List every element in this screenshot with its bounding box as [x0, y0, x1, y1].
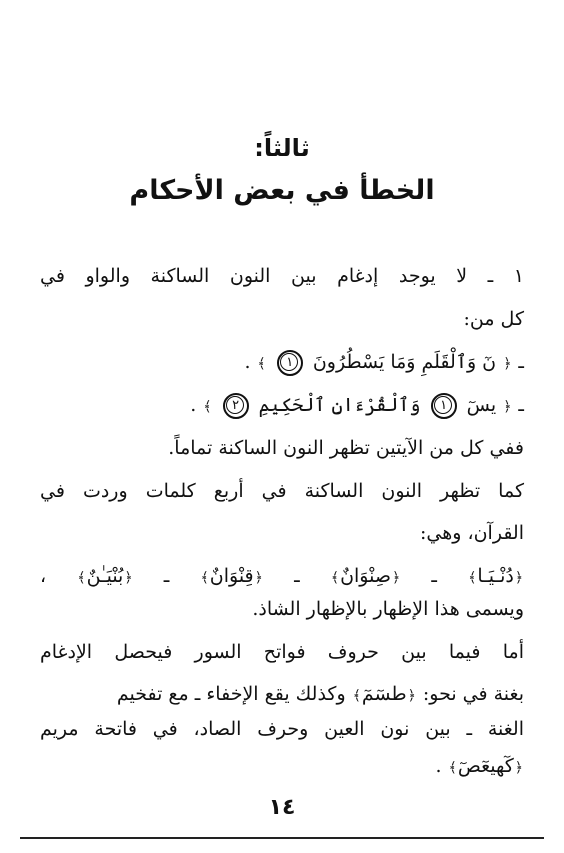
text-segment: بغنة في نحو:	[416, 683, 524, 705]
section-title: الخطأ في بعض الأحكام	[129, 175, 435, 206]
paragraph-line-9: ويسمى هذا الإظهار بالإظهار الشاذ.	[252, 598, 524, 620]
quran-word: صِنْوَانٌ	[340, 565, 391, 587]
ornate-bracket-open: ﴿	[514, 570, 524, 586]
ornate-bracket-open: ﴿	[392, 570, 401, 586]
quran-word: كٓهيعٓصٓ	[457, 755, 514, 777]
ornate-bracket-close: ﴾	[330, 570, 340, 586]
word-separator: ـ	[133, 565, 170, 587]
line-end-period: .	[244, 351, 251, 373]
paragraph-line-10: أما فيما بين حروف فواتح السور فيحصل الإدغام	[40, 641, 524, 663]
quran-word: قِنْوَانٌ	[209, 565, 254, 587]
paragraph-line-2: كل من:	[463, 308, 524, 330]
paragraph-line-1: ١ ـ لا يوجد إدغام بين النون الساكنة والواو في	[40, 265, 524, 287]
bottom-rule	[20, 837, 544, 839]
ayah-number-marker: ١	[276, 349, 304, 377]
ornate-bracket-close: ﴾	[257, 356, 266, 372]
ornate-bracket-close: ﴾	[203, 399, 212, 415]
paragraph-line-5: ففي كل من الآيتين تظهر النون الساكنة تماماً.	[168, 437, 524, 459]
list-dash: ـ	[512, 351, 524, 373]
paragraph-line-12: الغنة ـ بين نون العين وحرف الصاد، في فاتحة مريم	[40, 718, 524, 740]
line-end-period: .	[190, 394, 197, 416]
ayah-number-marker: ٢	[222, 392, 250, 420]
paragraph-line-13	[40, 753, 524, 781]
ornate-bracket-open: ﴿	[407, 688, 416, 704]
quran-verse-text: نٓ وَٱلْقَلَمِ وَمَا يَسْطُرُونَ	[312, 351, 497, 373]
quran-verse-text: وَٱلْقُرْءَانِ ٱلْحَكِيمِ	[258, 394, 421, 416]
quran-word: دُنْـيَـا	[477, 565, 514, 587]
word-separator: ـ	[263, 565, 300, 587]
ayah-number-marker: ١	[430, 392, 458, 420]
line-end-comma: ،	[40, 565, 77, 587]
ornate-bracket-open: ﴿	[124, 570, 133, 586]
ornate-bracket-close: ﴾	[200, 570, 209, 586]
ornate-bracket-close: ﴾	[352, 688, 361, 704]
paragraph-line-7: القرآن، وهي:	[420, 522, 524, 544]
quran-verse-text: يسٓ	[466, 394, 497, 416]
section-number: ثالثاً:	[254, 134, 310, 162]
ornate-bracket-close: ﴾	[448, 760, 457, 776]
quran-words-line	[40, 563, 524, 591]
quran-word: بُنْيَـٰنٌ	[86, 565, 124, 587]
paragraph-line-11	[40, 681, 524, 709]
page-number: ١٤	[268, 795, 296, 820]
text-segment: وكذلك يقع الإخفاء ـ مع تفخيم	[116, 683, 352, 705]
quran-verse-line-2	[40, 392, 524, 420]
ornate-bracket-open: ﴿	[503, 356, 512, 372]
ornate-bracket-open: ﴿	[514, 760, 523, 776]
word-separator: ـ	[401, 565, 437, 587]
quran-word: طسٓمٓ	[361, 683, 407, 705]
ornate-bracket-close: ﴾	[77, 570, 86, 586]
line-end-period: .	[435, 755, 448, 777]
list-dash: ـ	[512, 394, 524, 416]
ornate-bracket-open: ﴿	[503, 399, 512, 415]
paragraph-line-6: كما تظهر النون الساكنة في أربع كلمات وردت في	[40, 480, 524, 502]
quran-verse-line-1	[40, 349, 524, 377]
ornate-bracket-close: ﴾	[468, 570, 477, 586]
ornate-bracket-open: ﴿	[254, 570, 263, 586]
